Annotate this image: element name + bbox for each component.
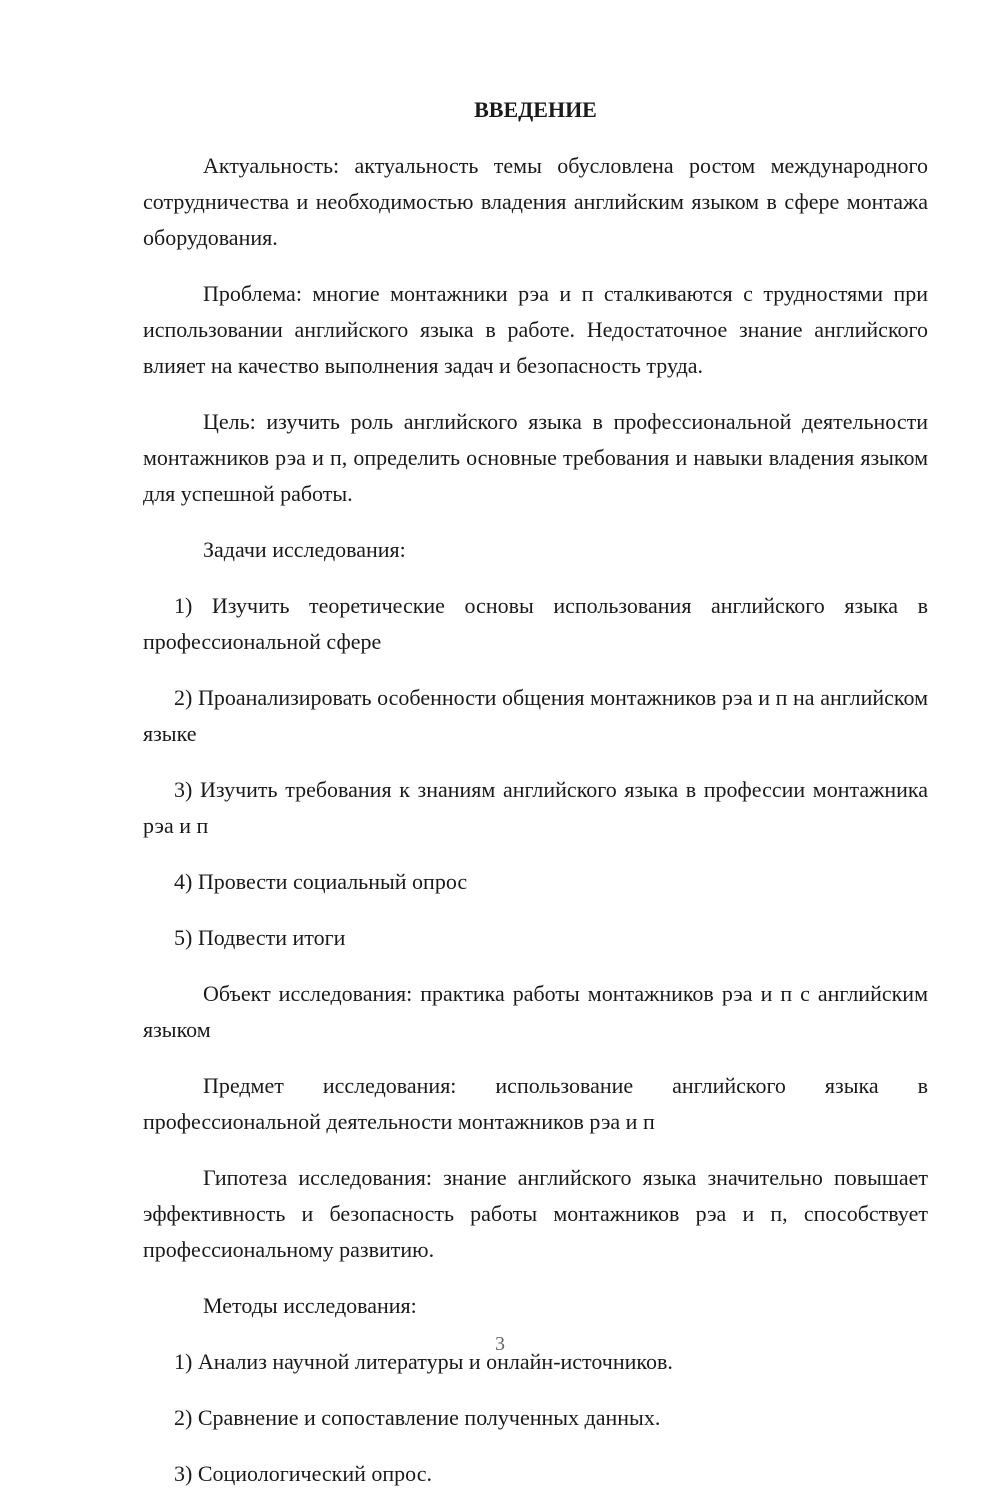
task-item-2: 2) Проанализировать особенности общения монтажников рэа и п на английском языке xyxy=(143,685,928,746)
document-page xyxy=(143,92,928,1512)
hypothesis-paragraph: Гипотеза исследования: знание английского языка значительно повышает эффективность и безопасность работы монтажников рэа и п, способствует профессиональному развитию. xyxy=(143,1165,928,1262)
task-item-3: 3) Изучить требования к знаниям английского языка в профессии монтажника рэа и п xyxy=(143,777,928,838)
task-item-1: 1) Изучить теоретические основы использования английского языка в профессиональной сфере xyxy=(143,593,928,654)
section-title: ВВЕДЕНИЕ xyxy=(474,97,597,122)
methods-heading: Методы исследования: xyxy=(203,1293,417,1318)
method-item-1: 1) Анализ научной литературы и онлайн-источников. xyxy=(174,1349,673,1374)
task-item-5: 5) Подвести итоги xyxy=(174,925,346,950)
method-item-3: 3) Социологический опрос. xyxy=(174,1461,432,1486)
goal-paragraph: Цель: изучить роль английского языка в профессиональной деятельности монтажников рэа и п, определить основные требования и навыки владения языком для успешной работы. xyxy=(143,409,928,506)
method-item-2: 2) Сравнение и сопоставление полученных данных. xyxy=(174,1405,661,1430)
task-item-4: 4) Провести социальный опрос xyxy=(174,869,468,894)
problem-paragraph: Проблема: многие монтажники рэа и п сталкиваются с трудностями при использовании английского языка в работе. Недостаточное знание английского влияет на качество выполнения задач и безопасность труда. xyxy=(143,281,928,378)
object-paragraph: Объект исследования: практика работы монтажников рэа и п с английским языком xyxy=(143,981,928,1042)
relevance-paragraph: Актуальность: актуальность темы обусловлена ростом международного сотрудничества и необходимостью владения английским языком в сфере монтажа оборудования. xyxy=(143,153,928,250)
subject-paragraph: Предмет исследования: использование английского языка в профессиональной деятельности монтажников рэа и п xyxy=(143,1073,928,1134)
tasks-heading: Задачи исследования: xyxy=(203,537,406,562)
page-number: 3 xyxy=(495,1333,505,1355)
